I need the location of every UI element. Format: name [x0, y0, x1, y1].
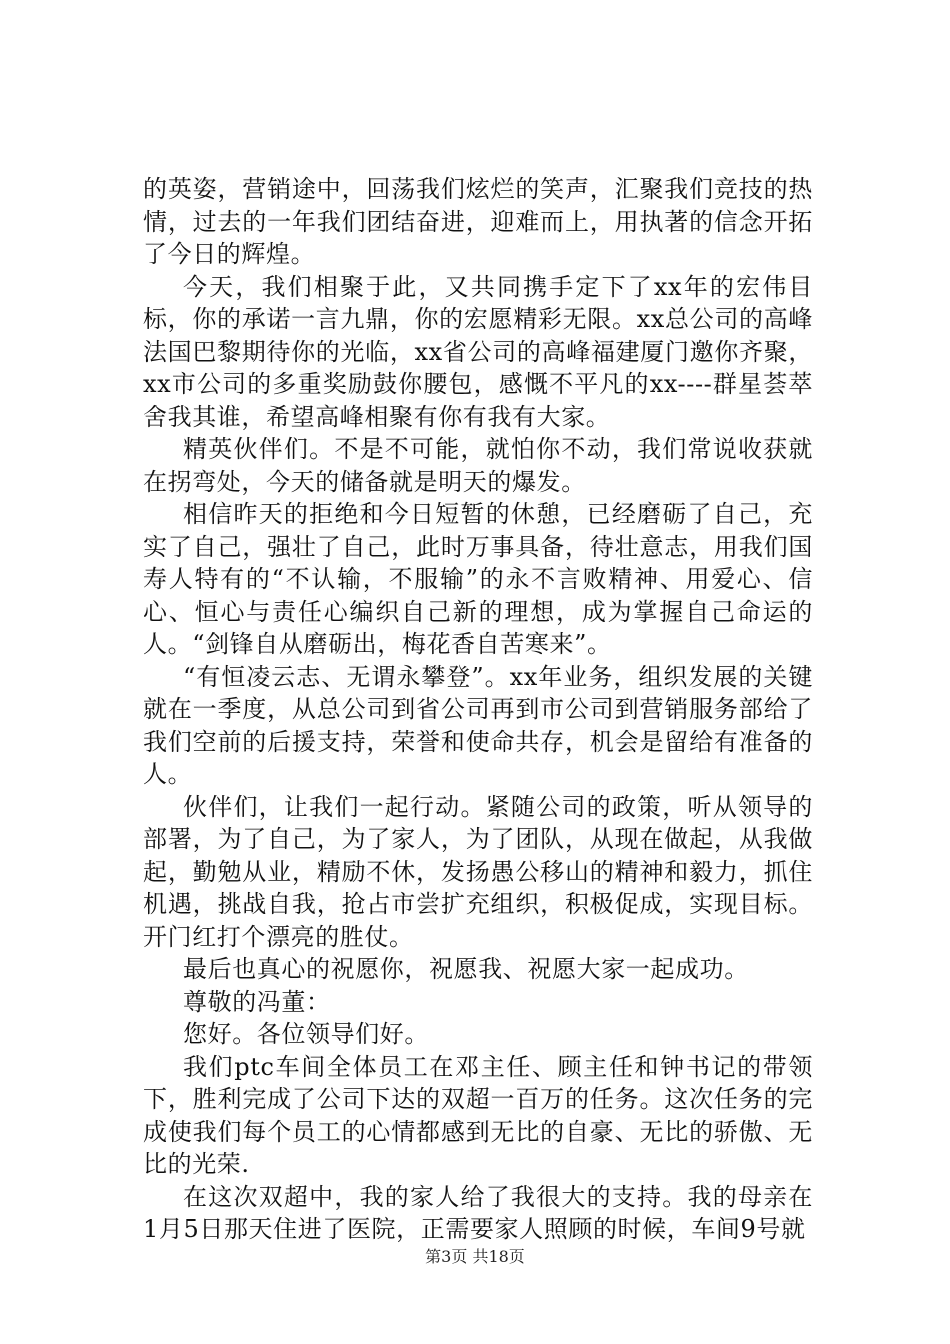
salutation: 尊敬的冯董： — [183, 987, 331, 1016]
paragraph-11: 在这次双超中，我的家人给了我很大的支持。我的母亲在1月5日那天住进了医院，正需要家人照顾的时候，车间9号就 — [143, 1182, 813, 1243]
paragraph-6: 伙伴们，让我们一起行动。紧随公司的政策，听从领导的部署，为了自己，为了家人，为了团队，从现在做起，从我做起，勤勉从业，精励不休，发扬愚公移山的精神和毅力，抓住机遇，挑战自我，抢占市尝扩充组织，积极促成，实现目标。开门红打个漂亮的胜仗。 — [143, 792, 813, 951]
greeting: 您好。各位领导们好。 — [183, 1020, 429, 1048]
paragraph-3: 精英伙伴们。不是不可能，就怕你不动，我们常说收获就在拐弯处，今天的储备就是明天的爆发。 — [143, 435, 813, 496]
paragraph-1: 的英姿，营销途中，回荡我们炫烂的笑声，汇聚我们竞技的热情，过去的一年我们团结奋进，迎难而上，用执著的信念开拓了今日的辉煌。 — [143, 175, 813, 268]
paragraph-4: 相信昨天的拒绝和今日短暂的休憩，已经磨砺了自己，充实了自己，强壮了自己，此时万事具备，待壮意志，用我们国寿人特有的“不认输，不服输”的永不言败精神、用爱心、信心、恒心与责任心编织自己新的理想，成为掌握自己命运的人。“剑锋自从磨砺出，梅花香自苦寒来”。 — [143, 500, 813, 658]
paragraph-10: 我们ptc车间全体员工在邓主任、顾主任和钟书记的带领下，胜利完成了公司下达的双超一百万的任务。这次任务的完成使我们每个员工的心情都感到无比的自豪、无比的骄傲、无比的光荣. — [143, 1052, 813, 1178]
paragraph-5: “有恒凌云志、无谓永攀登”。xx年业务，组织发展的关键就在一季度，从总公司到省公司再到市公司到营销服务部给了我们空前的后援支持，荣誉和使命共存，机会是留给有准备的人。 — [143, 662, 813, 788]
paragraph-2: 今天，我们相聚于此，又共同携手定下了xx年的宏伟目标，你的承诺一言九鼎，你的宏愿精彩无限。xx总公司的高峰法国巴黎期待你的光临，xx省公司的高峰福建厦门邀你齐聚，xx市公司的多重奖励鼓你腰包，感慨不平凡的xx----群星荟萃舍我其谁，希望高峰相聚有你有我有大家。 — [143, 272, 813, 431]
paragraph-7: 最后也真心的祝愿你，祝愿我、祝愿大家一起成功。 — [183, 955, 749, 983]
page-number-footer: 第3页 共18页 — [425, 1247, 525, 1266]
document-body — [143, 173, 813, 1246]
